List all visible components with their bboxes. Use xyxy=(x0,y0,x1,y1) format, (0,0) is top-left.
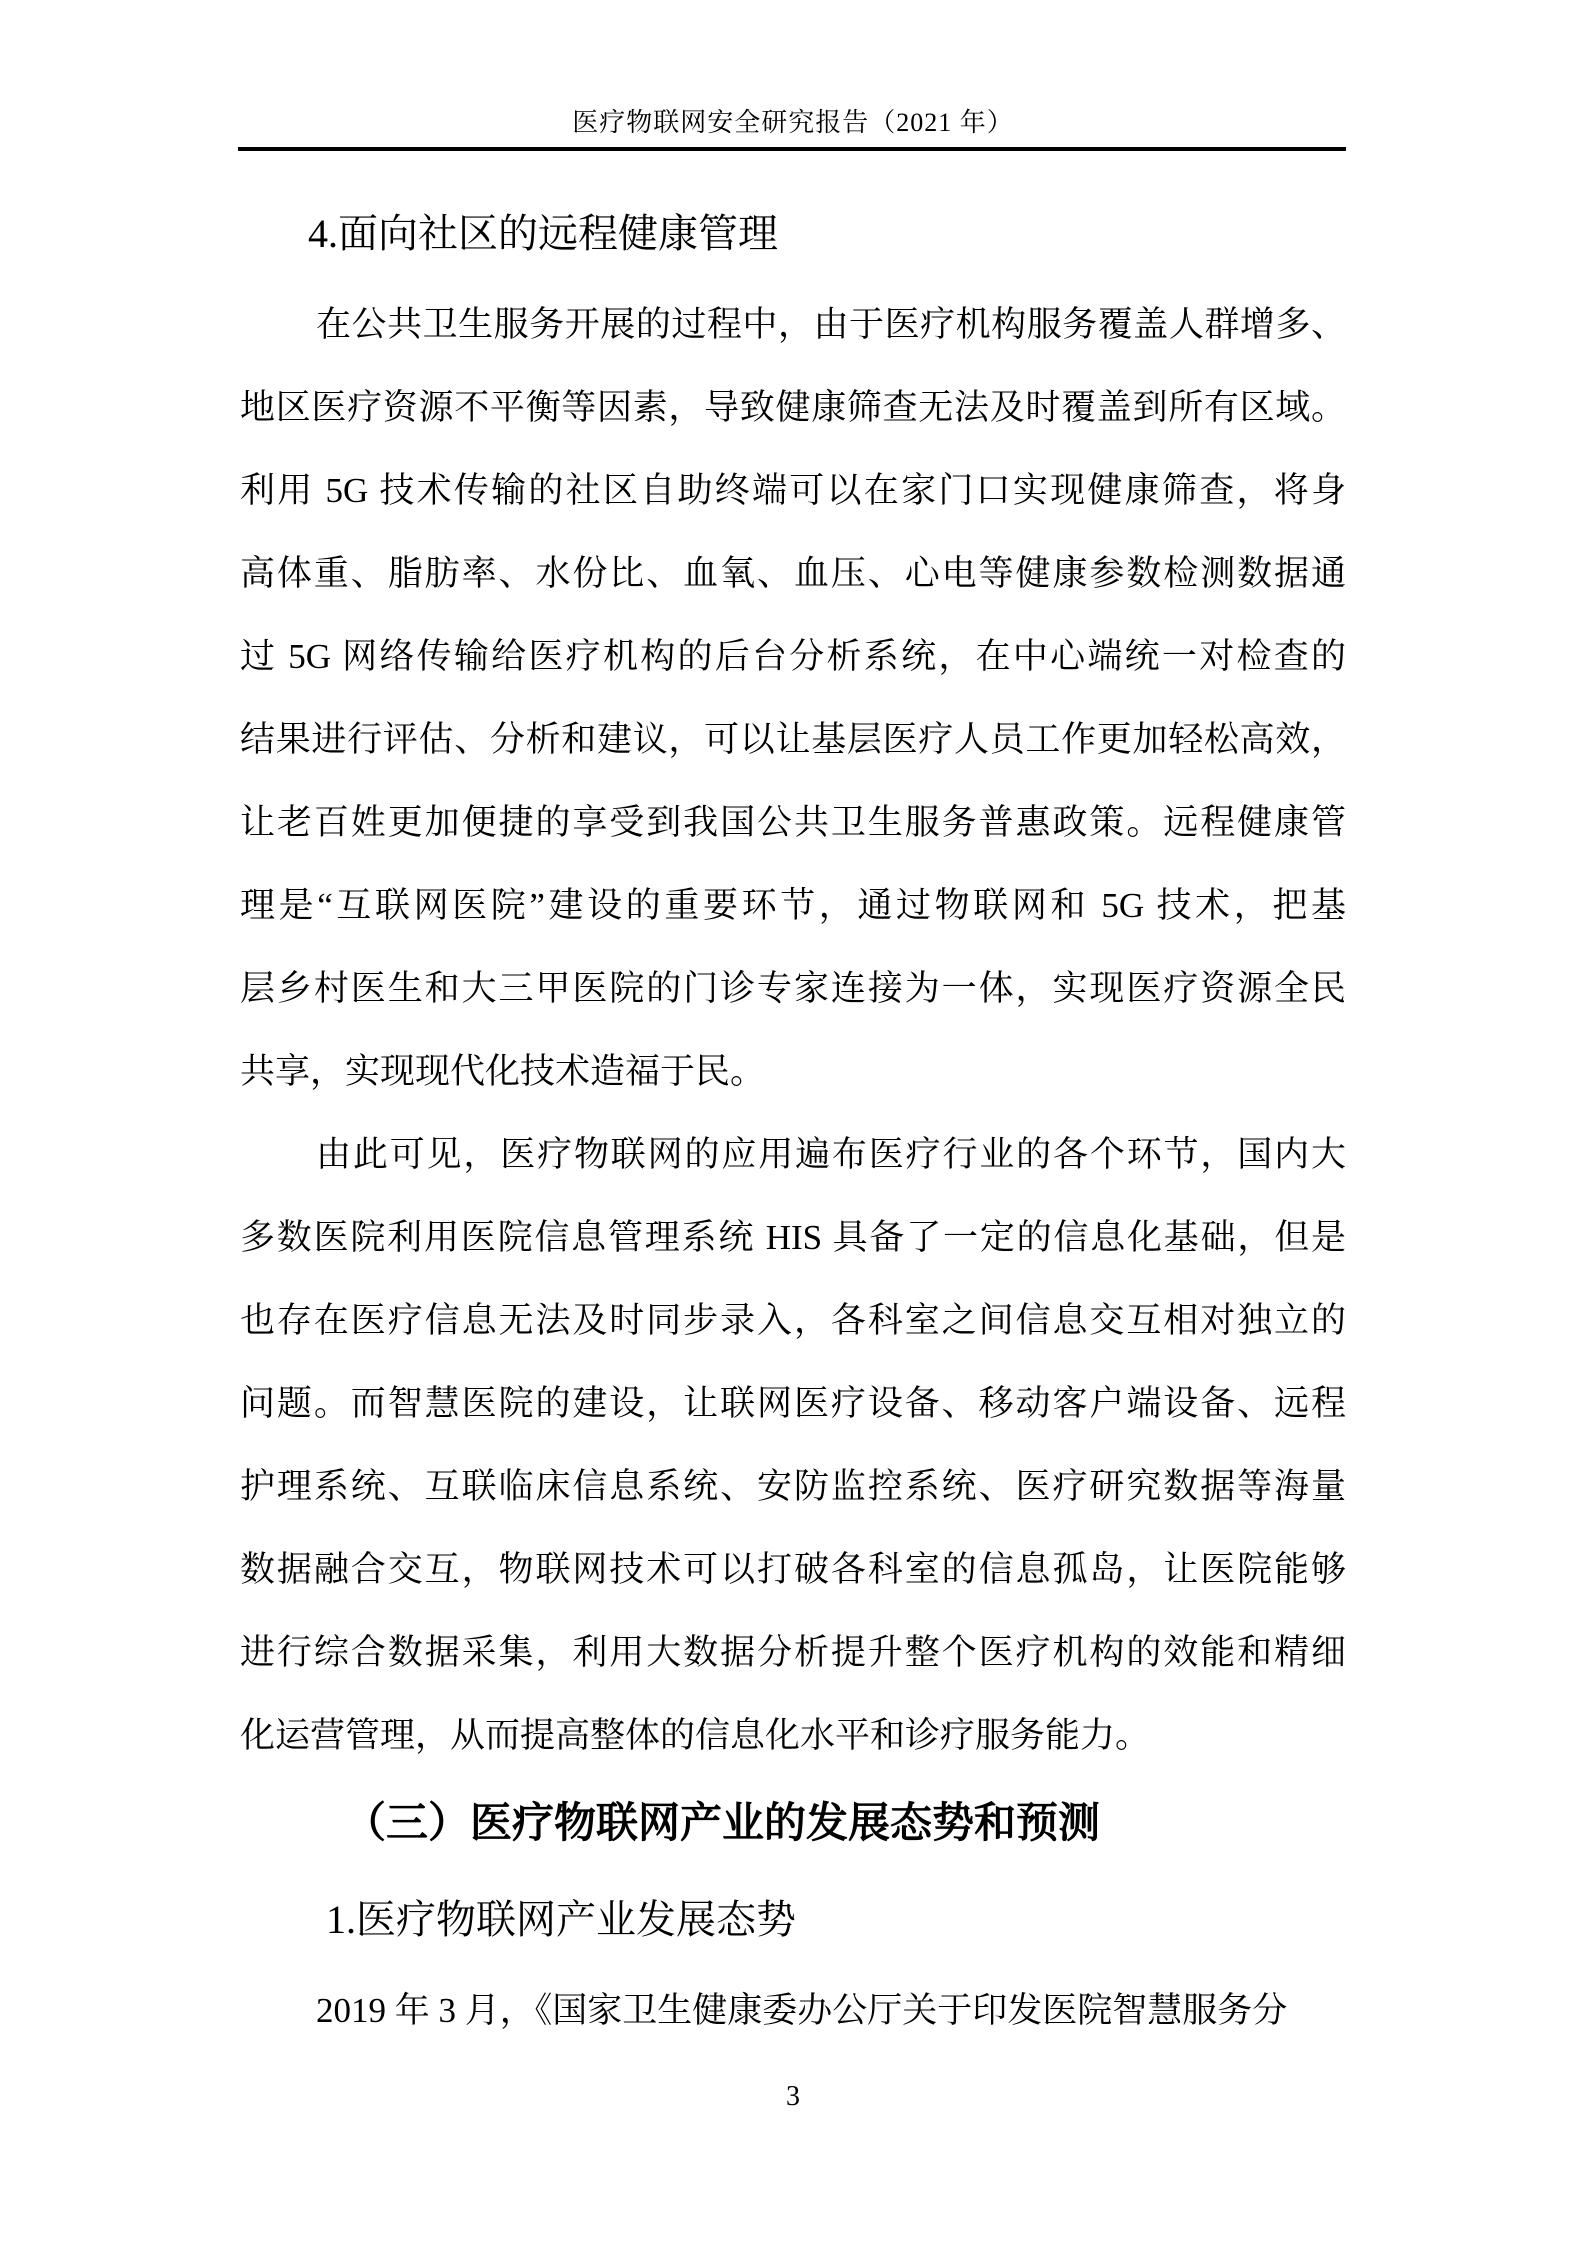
paragraph-line: 多数医院利用医院信息管理系统 HIS 具备了一定的信息化基础，但是 xyxy=(240,1218,1346,1257)
paragraph-1 xyxy=(240,283,1346,1113)
paragraph-2 xyxy=(240,1113,1346,1777)
paragraph-line: 地区医疗资源不平衡等因素，导致健康筛查无法及时覆盖到所有区域。 xyxy=(240,388,1346,427)
paragraph-3 xyxy=(240,1969,1346,2052)
paragraph-line: 共享，实现现代化技术造福于民。 xyxy=(240,1052,766,1091)
paragraph-line: 高体重、脂肪率、水份比、血氧、血压、心电等健康参数检测数据通 xyxy=(240,554,1346,593)
paragraph-line: 问题。而智慧医院的建设，让联网医疗设备、移动客户端设备、远程 xyxy=(240,1384,1346,1423)
section-heading-4: 4.面向社区的远程健康管理 xyxy=(308,211,778,256)
page-number: 3 xyxy=(786,2081,800,2112)
paragraph-line: 层乡村医生和大三甲医院的门诊专家连接为一体，实现医疗资源全民 xyxy=(240,969,1346,1008)
paragraph-line: 2019 年 3 月，《国家卫生健康委办公厅关于印发医院智慧服务分 xyxy=(316,1991,1288,2030)
paragraph-line: 让老百姓更加便捷的享受到我国公共卫生服务普惠政策。远程健康管 xyxy=(240,803,1346,842)
paragraph-line: 数据融合交互，物联网技术可以打破各科室的信息孤岛，让医院能够 xyxy=(240,1550,1346,1589)
paragraph-line: 理是“互联网医院”建设的重要环节，通过物联网和 5G 技术，把基 xyxy=(240,886,1346,925)
paragraph-line: 利用 5G 技术传输的社区自助终端可以在家门口实现健康筛查，将身 xyxy=(240,471,1346,510)
page-header-title: 医疗物联网安全研究报告（2021 年） xyxy=(572,108,1014,137)
paragraph-line: 护理系统、互联临床信息系统、安防监控系统、医疗研究数据等海量 xyxy=(240,1467,1346,1506)
paragraph-line: 结果进行评估、分析和建议，可以让基层医疗人员工作更加轻松高效， xyxy=(240,720,1346,759)
header-rule-divider xyxy=(238,147,1346,151)
paragraph-line: 由此可见，医疗物联网的应用遍布医疗行业的各个环节，国内大 xyxy=(316,1135,1346,1174)
paragraph-line: 过 5G 网络传输给医疗机构的后台分析系统，在中心端统一对检查的 xyxy=(240,637,1346,676)
paragraph-line: 化运营管理，从而提高整体的信息化水平和诊疗服务能力。 xyxy=(240,1716,1151,1755)
paragraph-line: 在公共卫生服务开展的过程中，由于医疗机构服务覆盖人群增多、 xyxy=(316,305,1346,344)
section-heading-1: 1.医疗物联网产业发展态势 xyxy=(326,1897,796,1942)
paragraph-line: 进行综合数据采集，利用大数据分析提升整个医疗机构的效能和精细 xyxy=(240,1633,1346,1672)
section-heading-three: （三）医疗物联网产业的发展态势和预测 xyxy=(344,1801,1101,1847)
paragraph-line: 也存在医疗信息无法及时同步录入，各科室之间信息交互相对独立的 xyxy=(240,1301,1346,1340)
